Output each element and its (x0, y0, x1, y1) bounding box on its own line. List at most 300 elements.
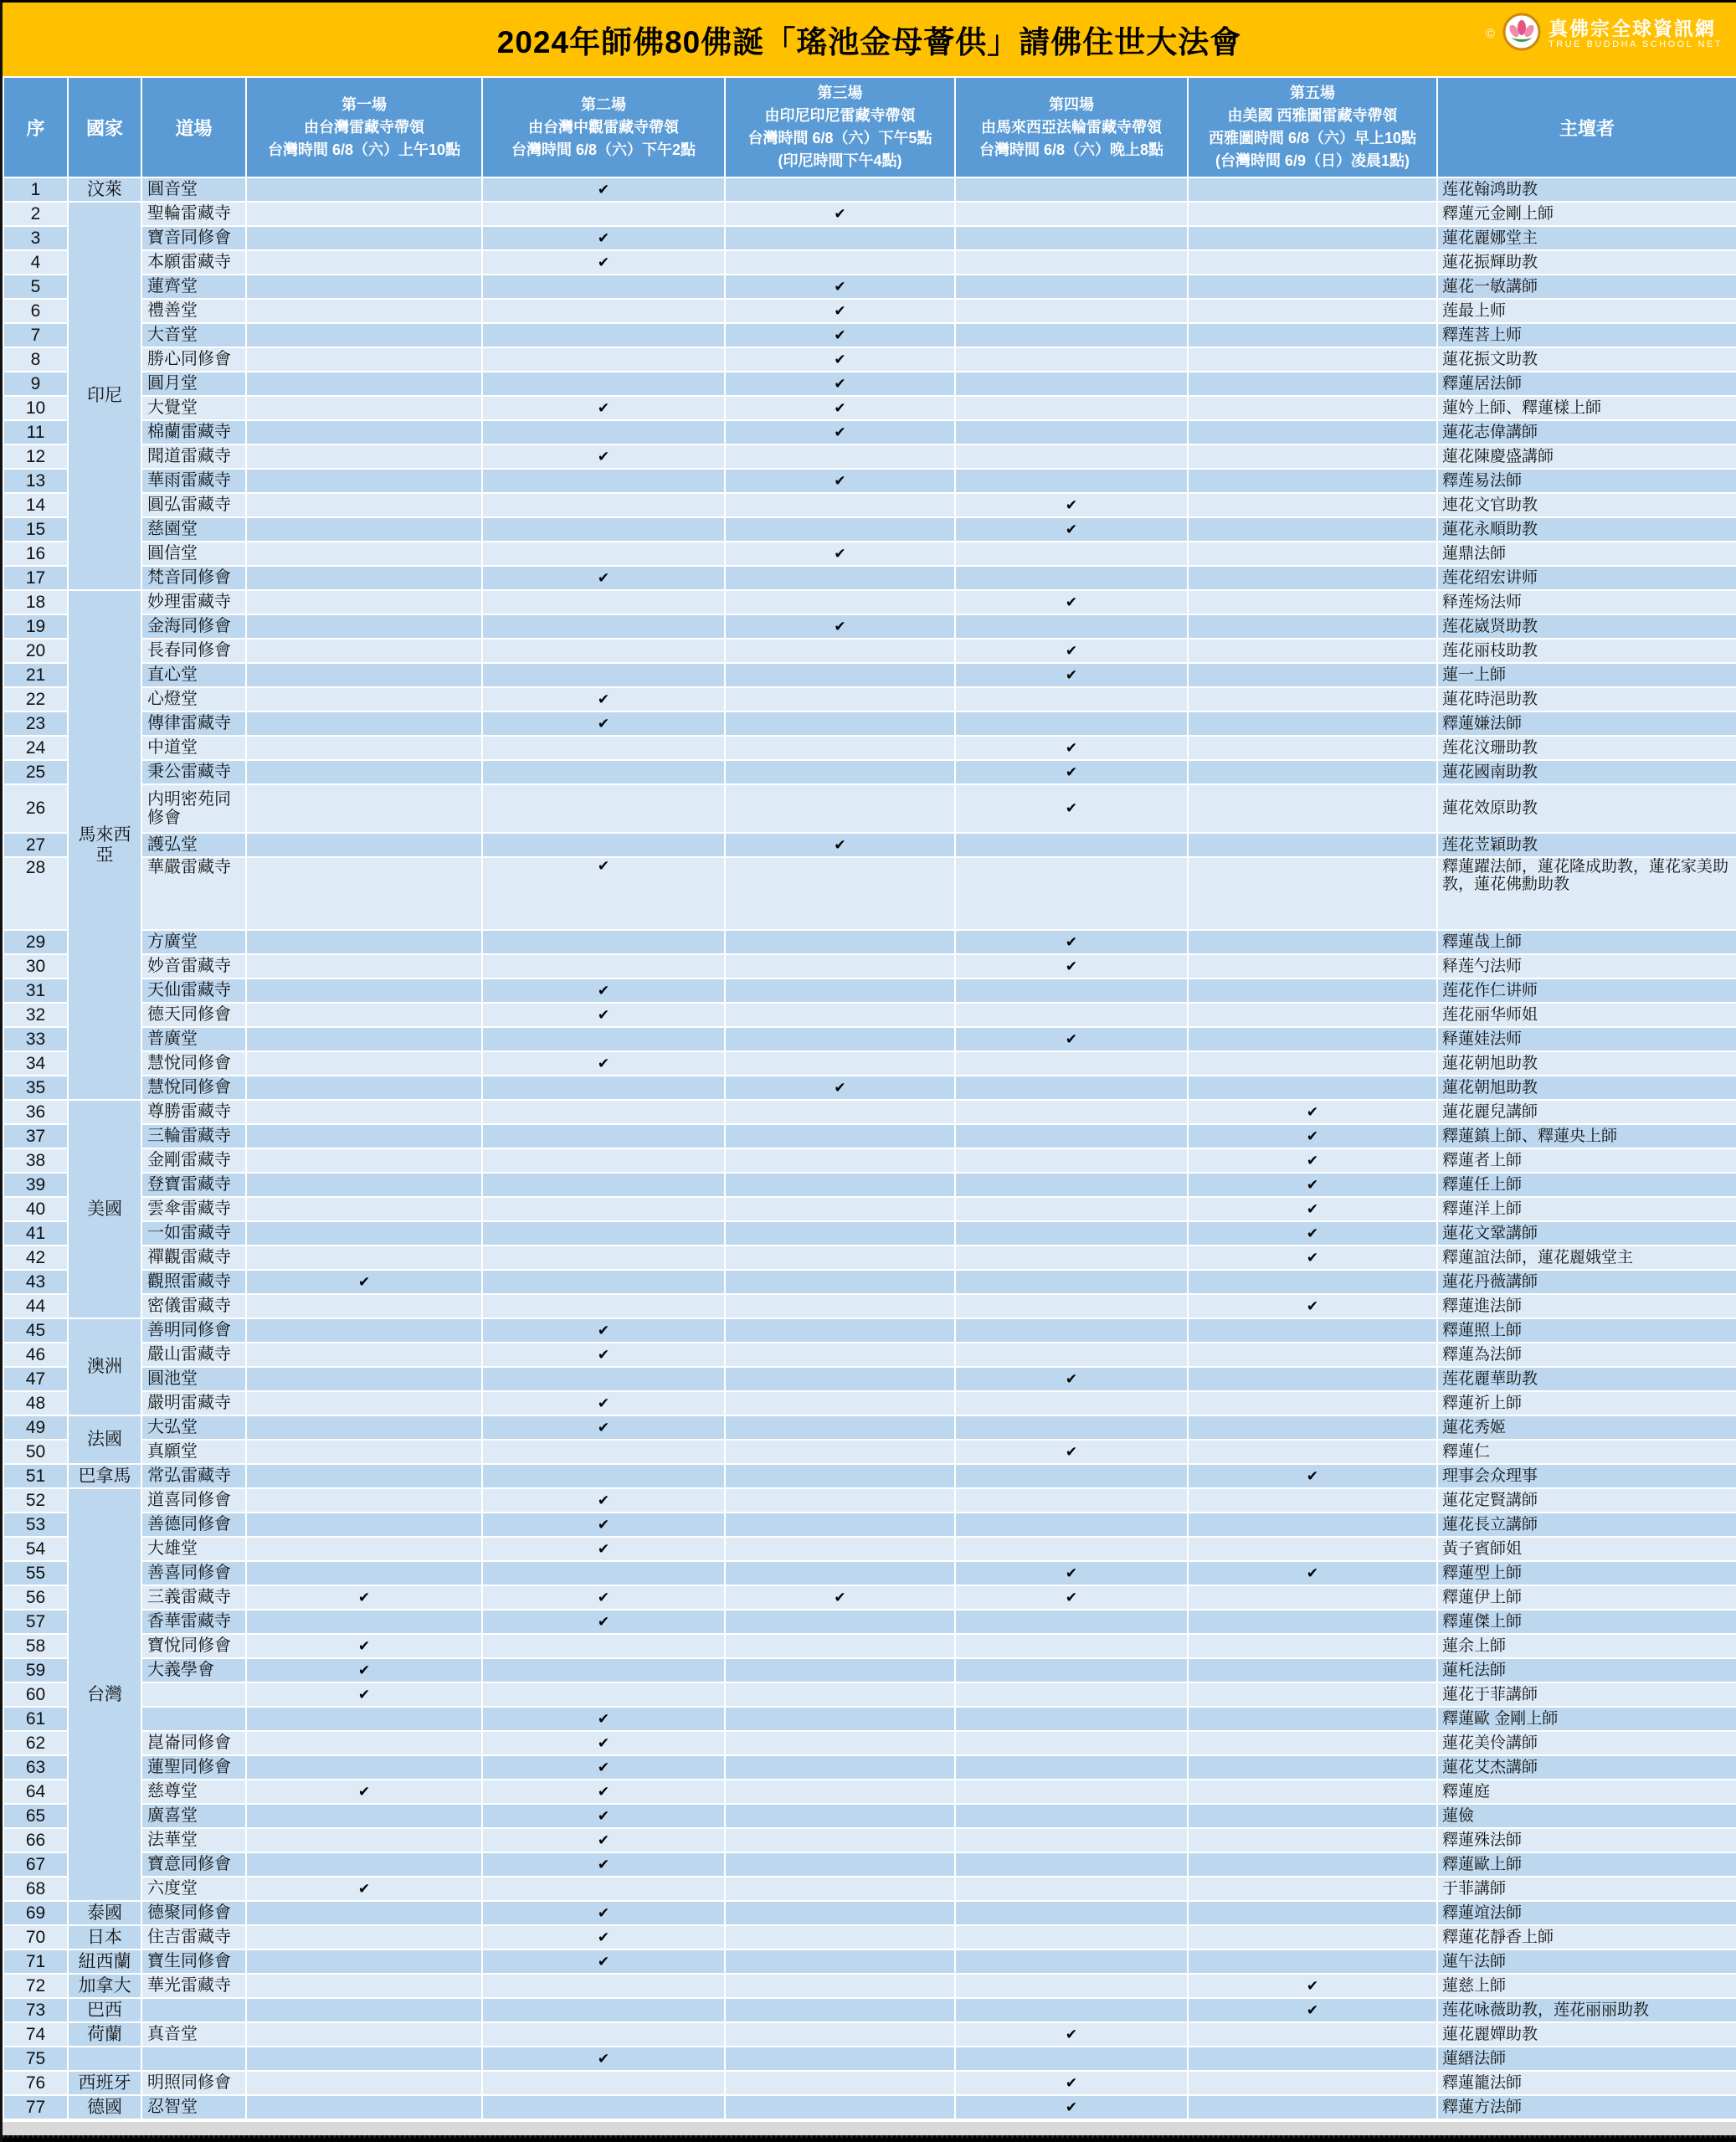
session-4-check (955, 372, 1188, 396)
session-1-check (246, 1148, 482, 1173)
table-row (3, 250, 1736, 275)
table-row (3, 1246, 1736, 1270)
row-seq: 43 (3, 1270, 68, 1294)
col-header-session-4: 第四場 由馬來西亞法輪雷藏寺帶領 台灣時間 6/8（六）晚上8點 (955, 77, 1188, 177)
table-row (3, 1270, 1736, 1294)
session-1-check (246, 1124, 482, 1148)
page-title: 2024年師佛80佛誕「瑤池金母薈供」請佛住世大法會 (496, 25, 1242, 59)
session-5-check (1188, 711, 1437, 736)
session-3-check (725, 1027, 955, 1051)
session-1-check (246, 1949, 482, 1974)
session-1-check (246, 1755, 482, 1780)
session-3-check (725, 1755, 955, 1780)
session-4-check (955, 1537, 1188, 1561)
row-officiant: 釋蓮嫌法師 (1437, 711, 1736, 736)
logo-line1: 真佛宗全球資訊網 (1548, 17, 1716, 39)
row-site: 嚴山雷藏寺 (141, 1343, 246, 1367)
session-5-check (1188, 833, 1437, 857)
session-3-check (725, 1682, 955, 1707)
session-3-check: ✔ (725, 372, 955, 396)
session-2-check (482, 202, 725, 226)
table-row (3, 2022, 1736, 2047)
session-1-check: ✔ (246, 1658, 482, 1682)
lotus-emblem-icon (1502, 13, 1541, 55)
session-5-check (1188, 979, 1437, 1003)
row-officiant: 蓮花麗娜堂主 (1437, 226, 1736, 250)
session-5-check (1188, 542, 1437, 566)
session-4-check (955, 1682, 1188, 1707)
row-seq: 62 (3, 1731, 68, 1755)
session-3-check (725, 687, 955, 711)
session-1-check (246, 1925, 482, 1949)
session-5-check (1188, 857, 1437, 930)
session-5-check (1188, 493, 1437, 517)
session-1-check (246, 444, 482, 469)
row-seq: 74 (3, 2022, 68, 2047)
session-2-check (482, 275, 725, 299)
session-4-check (955, 1003, 1188, 1027)
session-2-check (482, 1440, 725, 1464)
session-4-check: ✔ (955, 1561, 1188, 1585)
row-officiant: 蓮花艾杰講師 (1437, 1755, 1736, 1780)
row-officiant: 蓮縉法師 (1437, 2047, 1736, 2071)
table-row (3, 1221, 1736, 1246)
session-1-check (246, 566, 482, 590)
session-5-check (1188, 202, 1437, 226)
session-1-check (246, 1488, 482, 1513)
row-seq: 70 (3, 1925, 68, 1949)
row-officiant: 釋蓮居法師 (1437, 372, 1736, 396)
session-4-check (955, 1051, 1188, 1076)
session-5-check (1188, 2047, 1437, 2071)
table-row (3, 590, 1736, 614)
row-officiant: 释蓮娃法师 (1437, 1027, 1736, 1051)
row-seq: 30 (3, 954, 68, 979)
session-2-check: ✔ (482, 566, 725, 590)
row-officiant: 莲花绍宏讲师 (1437, 566, 1736, 590)
row-site: 圓信堂 (141, 542, 246, 566)
session-1-check: ✔ (246, 1877, 482, 1901)
table-row (3, 420, 1736, 444)
row-country: 荷蘭 (68, 2022, 141, 2047)
session-3-check: ✔ (725, 347, 955, 372)
session-1-check (246, 1391, 482, 1415)
row-country: 泰國 (68, 1901, 141, 1925)
row-site: 德天同修會 (141, 1003, 246, 1027)
session-1-check (246, 1076, 482, 1100)
session-5-check (1188, 1658, 1437, 1682)
session-3-check (725, 1901, 955, 1925)
row-seq: 55 (3, 1561, 68, 1585)
session-5-check (1188, 1707, 1437, 1731)
table-row (3, 1658, 1736, 1682)
row-seq: 56 (3, 1585, 68, 1610)
table-row (3, 2095, 1736, 2119)
row-site: 普廣堂 (141, 1027, 246, 1051)
session-4-check (955, 469, 1188, 493)
row-officiant: 莲花汶珊助教 (1437, 736, 1736, 760)
session-2-check (482, 833, 725, 857)
row-officiant: 蓮一上師 (1437, 663, 1736, 687)
row-site: 大雄堂 (141, 1537, 246, 1561)
session-3-check (725, 1537, 955, 1561)
row-seq: 53 (3, 1513, 68, 1537)
session-4-check: ✔ (955, 2095, 1188, 2119)
session-1-check (246, 711, 482, 736)
session-5-check (1188, 1877, 1437, 1901)
session-3-check (725, 760, 955, 784)
session-4-check (955, 1464, 1188, 1488)
session-4-check (955, 566, 1188, 590)
session-1-check: ✔ (246, 1780, 482, 1804)
session-2-check (482, 469, 725, 493)
session-1-check (246, 1100, 482, 1124)
session-1-check (246, 226, 482, 250)
session-1-check (246, 2071, 482, 2095)
row-site: 明照同修會 (141, 2071, 246, 2095)
row-site: 圓音堂 (141, 177, 246, 202)
row-site: 圓池堂 (141, 1367, 246, 1391)
schedule-table-body (3, 177, 1736, 2119)
row-site (141, 1707, 246, 1731)
row-site: 法華堂 (141, 1828, 246, 1852)
bottom-gray-strip (3, 2120, 1736, 2135)
session-2-check: ✔ (482, 396, 725, 420)
session-2-check (482, 299, 725, 323)
table-row (3, 760, 1736, 784)
row-seq: 27 (3, 833, 68, 857)
col-header-session-5: 第五場 由美國 西雅圖雷藏寺帶領 西雅圖時間 6/8（六）早上10點 (台灣時間 6/9（日）凌晨1點) (1188, 77, 1437, 177)
row-site: 善明同修會 (141, 1318, 246, 1343)
row-site: 善喜同修會 (141, 1561, 246, 1585)
row-officiant: 莲花丽枝助教 (1437, 639, 1736, 663)
session-1-check (246, 1415, 482, 1440)
session-1-check (246, 979, 482, 1003)
session-4-check (955, 2047, 1188, 2071)
session-2-check (482, 1197, 725, 1221)
row-site: 尊勝雷藏寺 (141, 1100, 246, 1124)
row-seq: 25 (3, 760, 68, 784)
session-5-check (1188, 2071, 1437, 2095)
session-3-check (725, 1173, 955, 1197)
session-1-check (246, 372, 482, 396)
session-5-check (1188, 784, 1437, 833)
session-2-check: ✔ (482, 687, 725, 711)
row-site: 聖輪雷藏寺 (141, 202, 246, 226)
row-seq: 26 (3, 784, 68, 833)
table-row (3, 954, 1736, 979)
row-seq: 51 (3, 1464, 68, 1488)
session-3-check (725, 1051, 955, 1076)
table-row (3, 1755, 1736, 1780)
session-3-check (725, 1246, 955, 1270)
row-site: 廣喜堂 (141, 1804, 246, 1828)
row-seq: 72 (3, 1974, 68, 1998)
row-seq: 12 (3, 444, 68, 469)
row-site: 聞道雷藏寺 (141, 444, 246, 469)
session-4-check (955, 614, 1188, 639)
session-3-check (725, 1440, 955, 1464)
session-5-check (1188, 2095, 1437, 2119)
session-2-check (482, 1100, 725, 1124)
session-2-check: ✔ (482, 1585, 725, 1610)
row-officiant: 釋蓮伊上師 (1437, 1585, 1736, 1610)
row-seq: 3 (3, 226, 68, 250)
session-3-check (725, 1294, 955, 1318)
table-row (3, 1585, 1736, 1610)
row-seq: 46 (3, 1343, 68, 1367)
row-seq: 50 (3, 1440, 68, 1464)
session-2-check: ✔ (482, 1537, 725, 1561)
session-5-check (1188, 299, 1437, 323)
row-seq: 75 (3, 2047, 68, 2071)
session-3-check: ✔ (725, 396, 955, 420)
session-4-check (955, 444, 1188, 469)
session-2-check (482, 542, 725, 566)
bottom-black-band (3, 2135, 1736, 2142)
session-2-check (482, 1294, 725, 1318)
table-row (3, 687, 1736, 711)
table-row (3, 1148, 1736, 1173)
row-seq: 4 (3, 250, 68, 275)
session-2-check (482, 1173, 725, 1197)
row-site: 天仙雷藏寺 (141, 979, 246, 1003)
row-officiant: 蓮鼎法師 (1437, 542, 1736, 566)
session-1-check: ✔ (246, 1270, 482, 1294)
session-4-check: ✔ (955, 663, 1188, 687)
session-1-check (246, 1707, 482, 1731)
row-officiant: 釋蓮者上師 (1437, 1148, 1736, 1173)
row-site: 華光雷藏寺 (141, 1974, 246, 1998)
session-1-check (246, 2095, 482, 2119)
session-2-check (482, 323, 725, 347)
row-seq: 17 (3, 566, 68, 590)
col-header-officiant: 主壇者 (1437, 77, 1736, 177)
row-site: 妙音雷藏寺 (141, 954, 246, 979)
row-site: 心燈堂 (141, 687, 246, 711)
session-2-check: ✔ (482, 857, 725, 930)
session-1-check: ✔ (246, 1634, 482, 1658)
session-5-check (1188, 250, 1437, 275)
session-5-check (1188, 687, 1437, 711)
session-5-check (1188, 469, 1437, 493)
session-4-check (955, 177, 1188, 202)
session-3-check: ✔ (725, 323, 955, 347)
table-row (3, 1197, 1736, 1221)
row-site: 真音堂 (141, 2022, 246, 2047)
row-country: 巴西 (68, 1998, 141, 2022)
session-5-check (1188, 954, 1437, 979)
session-4-check (955, 1925, 1188, 1949)
session-1-check (246, 930, 482, 954)
session-3-check (725, 444, 955, 469)
row-country: 法國 (68, 1415, 141, 1464)
session-5-check (1188, 1852, 1437, 1877)
row-officiant: 釋蓮洋上師 (1437, 1197, 1736, 1221)
row-officiant: 蓮余上師 (1437, 1634, 1736, 1658)
session-1-check (246, 1221, 482, 1246)
row-officiant: 蓮花丹薇講師 (1437, 1270, 1736, 1294)
session-3-check (725, 1464, 955, 1488)
row-site: 香華雷藏寺 (141, 1610, 246, 1634)
session-1-check (246, 1901, 482, 1925)
session-4-check (955, 1148, 1188, 1173)
row-seq: 22 (3, 687, 68, 711)
row-seq: 2 (3, 202, 68, 226)
session-5-check: ✔ (1188, 1464, 1437, 1488)
session-1-check (246, 1343, 482, 1367)
session-1-check (246, 202, 482, 226)
session-5-check (1188, 1901, 1437, 1925)
row-seq: 37 (3, 1124, 68, 1148)
table-row (3, 275, 1736, 299)
session-2-check: ✔ (482, 979, 725, 1003)
session-5-check (1188, 226, 1437, 250)
row-seq: 32 (3, 1003, 68, 1027)
session-3-check (725, 1415, 955, 1440)
row-site: 金剛雷藏寺 (141, 1148, 246, 1173)
row-officiant: 釋蓮祈上師 (1437, 1391, 1736, 1415)
table-row (3, 639, 1736, 663)
session-1-check (246, 2047, 482, 2071)
session-5-check (1188, 760, 1437, 784)
row-officiant: 蓮花振輝助教 (1437, 250, 1736, 275)
session-3-check (725, 1100, 955, 1124)
session-3-check (725, 1221, 955, 1246)
session-1-check (246, 469, 482, 493)
session-4-check: ✔ (955, 2071, 1188, 2095)
session-4-check (955, 1828, 1188, 1852)
row-site: 德聚同修會 (141, 1901, 246, 1925)
session-4-check (955, 1755, 1188, 1780)
session-5-check: ✔ (1188, 1124, 1437, 1148)
row-officiant: 莲花咏薇助教，莲花丽丽助教 (1437, 1998, 1736, 2022)
session-4-check (955, 1100, 1188, 1124)
row-seq: 16 (3, 542, 68, 566)
row-officiant: 釋蓮花靜香上師 (1437, 1925, 1736, 1949)
session-5-check (1188, 1343, 1437, 1367)
session-4-check (955, 396, 1188, 420)
session-5-check (1188, 2022, 1437, 2047)
table-row (3, 202, 1736, 226)
session-4-check (955, 1974, 1188, 1998)
row-site: 長春同修會 (141, 639, 246, 663)
table-row (3, 1998, 1736, 2022)
session-4-check (955, 323, 1188, 347)
row-seq: 9 (3, 372, 68, 396)
session-1-check (246, 299, 482, 323)
table-row (3, 323, 1736, 347)
row-site: 大音堂 (141, 323, 246, 347)
session-3-check (725, 979, 955, 1003)
session-4-check (955, 1998, 1188, 2022)
row-officiant: 釋蓮為法師 (1437, 1343, 1736, 1367)
copyright-symbol: © (1485, 27, 1495, 41)
col-header-seq: 序 (3, 77, 68, 177)
session-5-check: ✔ (1188, 1221, 1437, 1246)
row-seq: 28 (3, 857, 68, 930)
row-officiant: 莲花丽华师姐 (1437, 1003, 1736, 1027)
table-row (3, 1100, 1736, 1124)
session-5-check (1188, 1828, 1437, 1852)
session-3-check (725, 736, 955, 760)
session-3-check (725, 857, 955, 930)
session-1-check (246, 1027, 482, 1051)
session-5-check (1188, 663, 1437, 687)
session-3-check (725, 784, 955, 833)
session-1-check (246, 784, 482, 833)
row-officiant: 釋莲菩上师 (1437, 323, 1736, 347)
session-2-check (482, 1076, 725, 1100)
row-seq: 68 (3, 1877, 68, 1901)
session-2-check: ✔ (482, 1513, 725, 1537)
row-officiant: 釋蓮元金剛上師 (1437, 202, 1736, 226)
row-seq: 69 (3, 1901, 68, 1925)
session-3-check (725, 1561, 955, 1585)
session-4-check: ✔ (955, 2022, 1188, 2047)
session-1-check (246, 1804, 482, 1828)
session-1-check: ✔ (246, 1585, 482, 1610)
title-band (3, 3, 1736, 76)
table-row (3, 857, 1736, 930)
session-5-check (1188, 1925, 1437, 1949)
col-header-country: 國家 (68, 77, 141, 177)
row-site: 雲傘雷藏寺 (141, 1197, 246, 1221)
row-officiant: 蓮花麗嬋助教 (1437, 2022, 1736, 2047)
session-4-check: ✔ (955, 1585, 1188, 1610)
row-seq: 19 (3, 614, 68, 639)
session-2-check: ✔ (482, 1415, 725, 1440)
session-5-check (1188, 1610, 1437, 1634)
row-country: 馬來西亞 (68, 590, 141, 1100)
table-row (3, 736, 1736, 760)
session-4-check (955, 1294, 1188, 1318)
session-1-check (246, 614, 482, 639)
row-country: 加拿大 (68, 1974, 141, 1998)
session-1-check (246, 1003, 482, 1027)
session-1-check (246, 1464, 482, 1488)
row-officiant: 釋蓮歐 金剛上師 (1437, 1707, 1736, 1731)
session-3-check: ✔ (725, 614, 955, 639)
session-5-check (1188, 1537, 1437, 1561)
session-1-check (246, 250, 482, 275)
session-2-check (482, 2071, 725, 2095)
session-4-check: ✔ (955, 493, 1188, 517)
row-site (141, 2047, 246, 2071)
row-site: 方廣堂 (141, 930, 246, 954)
row-seq: 67 (3, 1852, 68, 1877)
row-site: 一如雷藏寺 (141, 1221, 246, 1246)
table-row (3, 1537, 1736, 1561)
row-site: 真願堂 (141, 1440, 246, 1464)
session-1-check (246, 590, 482, 614)
table-row (3, 1852, 1736, 1877)
row-site: 護弘堂 (141, 833, 246, 857)
row-site: 密儀雷藏寺 (141, 1294, 246, 1318)
table-row (3, 1391, 1736, 1415)
table-row (3, 1949, 1736, 1974)
table-row (3, 1974, 1736, 1998)
session-3-check (725, 663, 955, 687)
row-officiant: 釋蓮籠法師 (1437, 2071, 1736, 2095)
session-1-check (246, 2022, 482, 2047)
row-seq: 7 (3, 323, 68, 347)
session-5-check (1188, 1488, 1437, 1513)
session-5-check (1188, 1318, 1437, 1343)
session-4-check: ✔ (955, 760, 1188, 784)
session-5-check (1188, 590, 1437, 614)
row-seq: 23 (3, 711, 68, 736)
